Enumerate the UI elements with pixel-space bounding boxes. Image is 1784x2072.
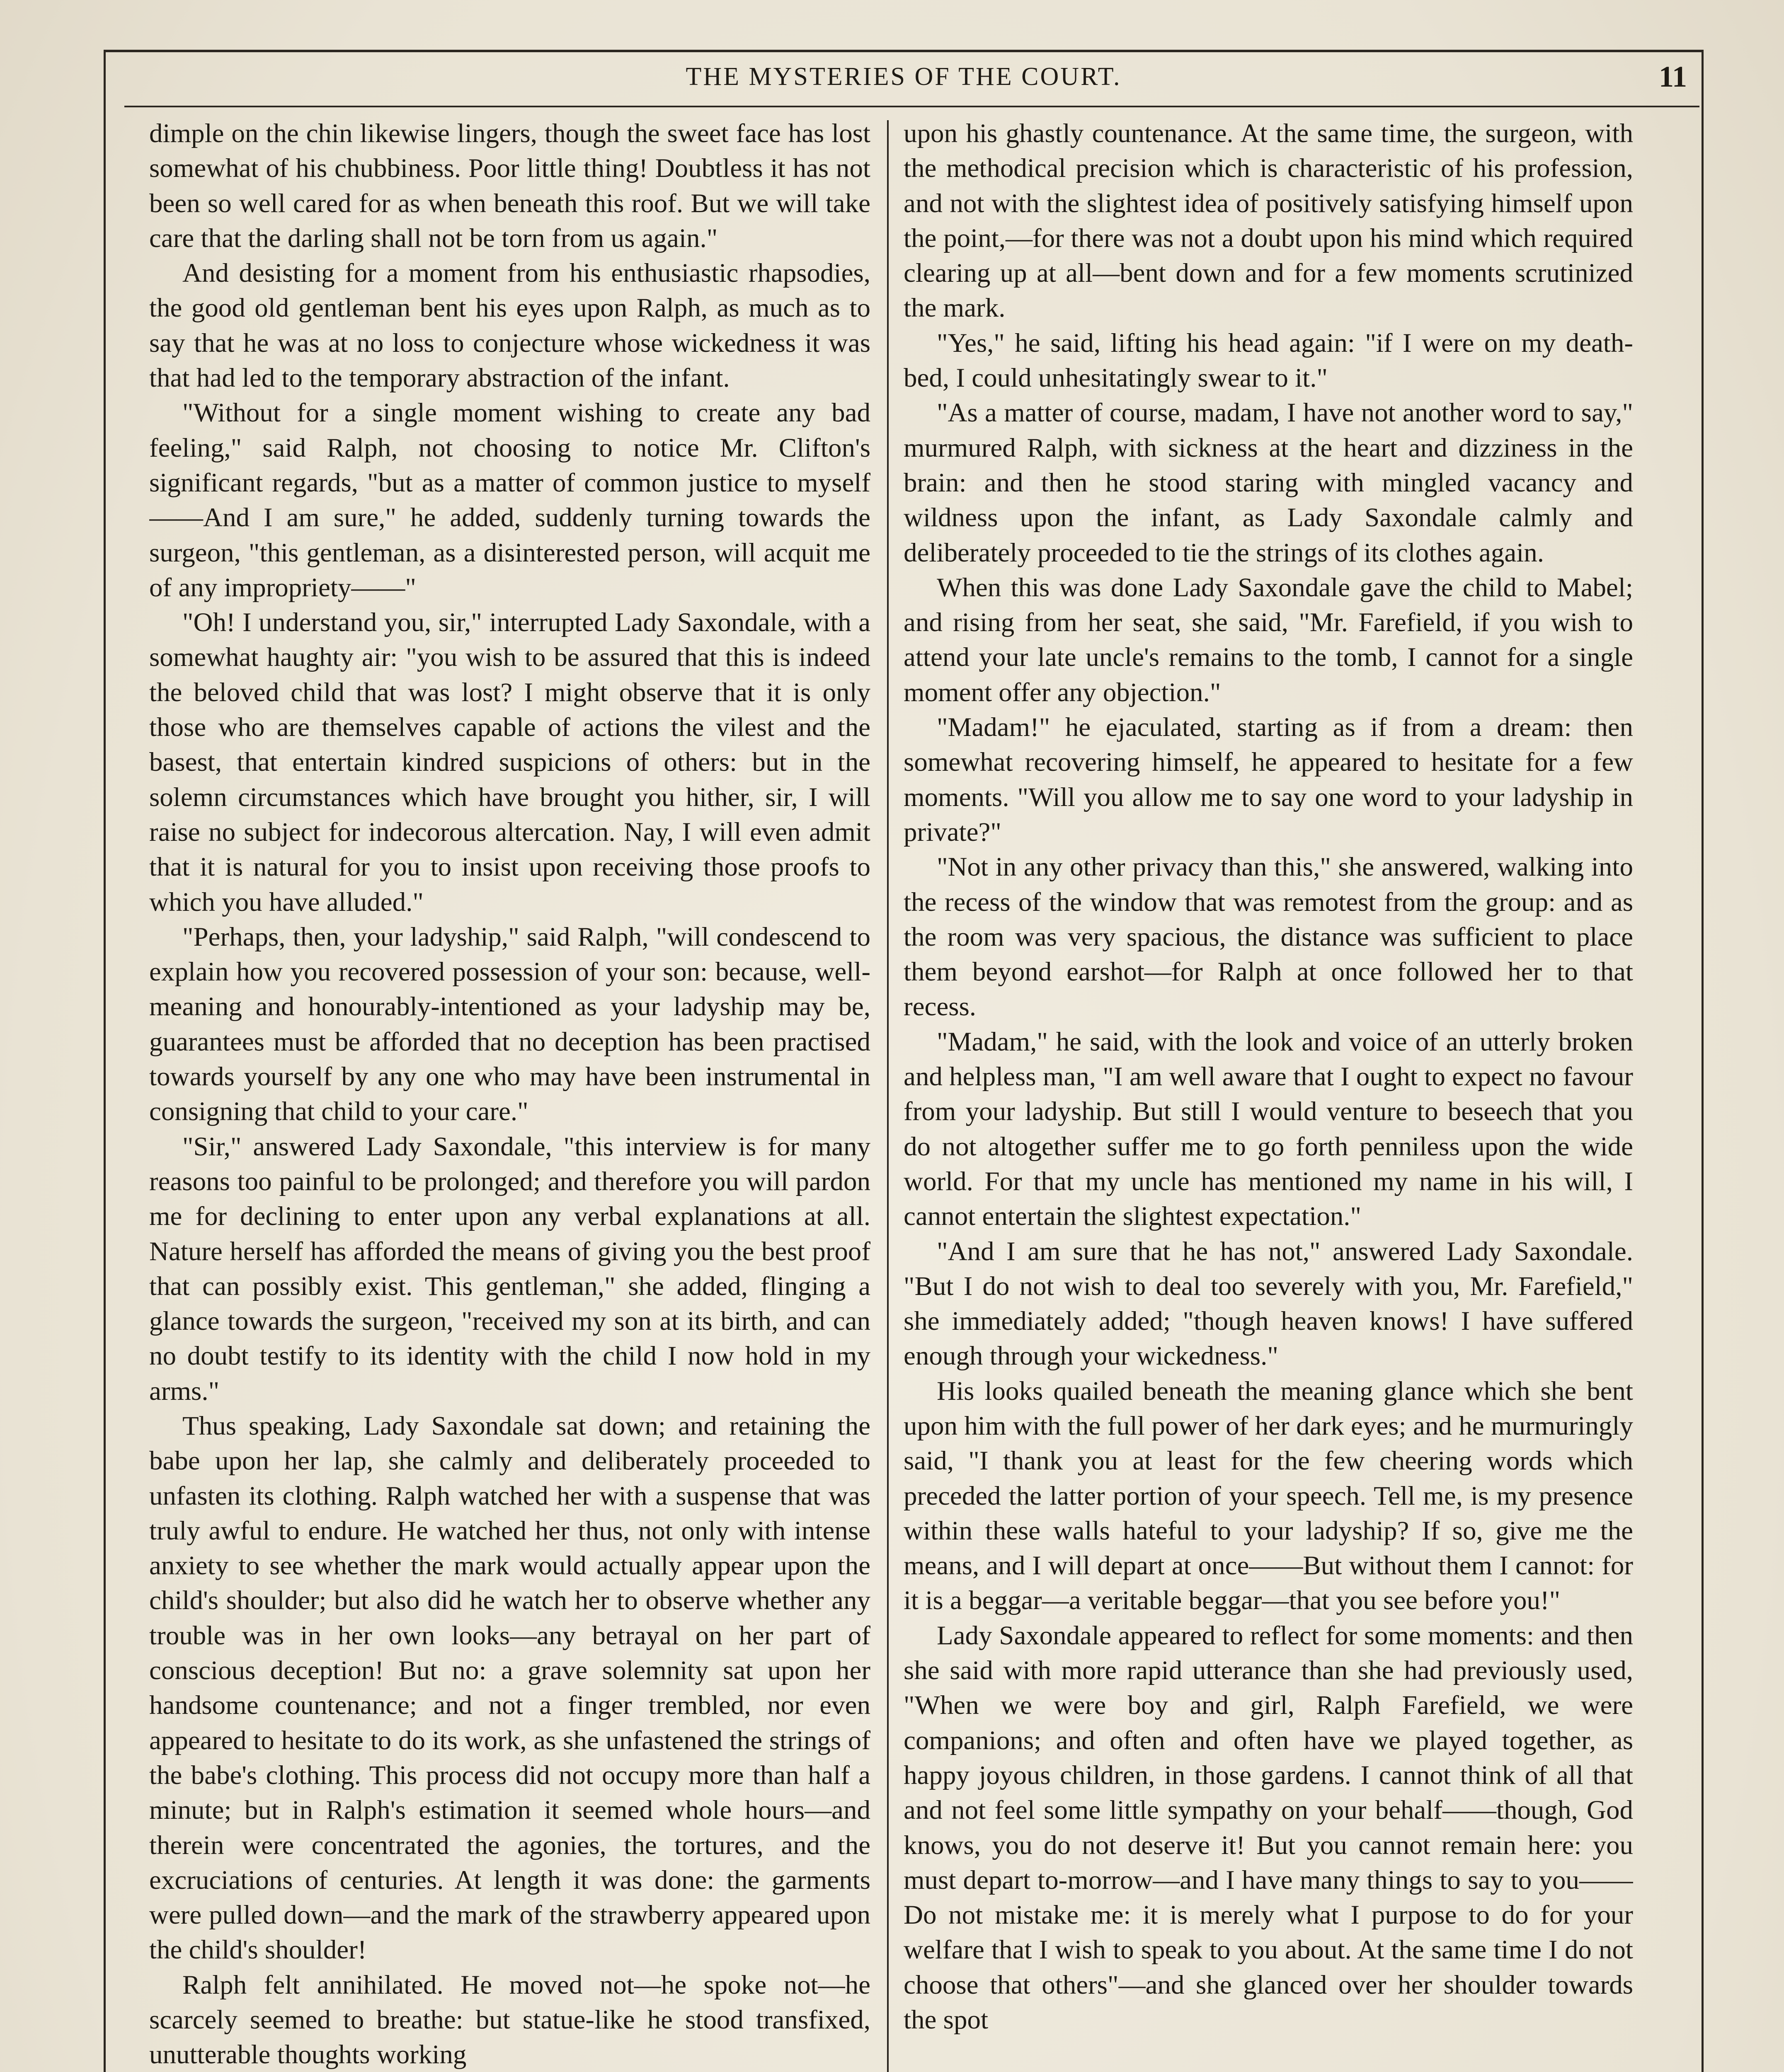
paragraph: "Not in any other privacy than this," she answered, walking into the recess of the window that was remotest from the group: and as the room was very spacious, the distance was sufficient to place them beyond earshot—for Ralph at once followed her to that recess. <box>904 852 1633 1022</box>
running-title: THE MYSTERIES OF THE COURT. <box>686 63 1122 91</box>
paragraph: "Madam," he said, with the look and voice of an utterly broken and helpless man, "I am well aware that I ought to expect no favour from your ladyship. But still I would venture to beseech that you do not altogether suffer me to go forth penniless upon the wide world. For that my uncle has mentioned my name in his will, I cannot entertain the slightest expectation." <box>904 1026 1633 1232</box>
header-rule <box>124 106 1699 107</box>
paragraph: His looks quailed beneath the meaning glance which she bent upon him with the full power of her dark eyes; and he murmuringly said, "I thank you at least for the few cheering words which preceded the latter portion of your speech. Tell me, is my presence within these walls hateful to your ladyship? If so, give me the means, and I will depart at once——But without them I cannot: for it is a beggar—a veritable beggar—that you see before you!" <box>904 1376 1633 1616</box>
paragraph: "Perhaps, then, your ladyship," said Ralph, "will condescend to explain how you recovered possession of your son: because, well-meaning and honourably-intentioned as your ladyship may be, guarantees must be afforded that no deception has been practised towards yourself by any one who may have been instrumental in consigning that child to your care." <box>149 922 870 1127</box>
paragraph: "As a matter of course, madam, I have not another word to say," murmured Ralph, with sickness at the heart and dizziness in the brain: and then he stood staring with mingled vacancy and wildness upon the infant, as Lady Saxondale calmly and deliberately proceeded to tie the strings of its clothes again. <box>904 398 1633 568</box>
paragraph: Thus speaking, Lady Saxondale sat down; and retaining the babe upon her lap, she calmly and deliberately proceeded to unfasten its clothing. Ralph watched her with a suspense that was truly awful to endure. He watched her thus, not only with intense anxiety to see whether the mark would actually appear upon the child's shoulder; but also did he watch her to observe whether any trouble was in her own looks—any betrayal on her part of conscious deception! But no: a grave solemnity sat upon her handsome countenance; and not a finger trembled, nor even appeared to hesitate to do its work, as she unfastened the strings of the babe's clothing. This process did not occupy more than half a minute; but in Ralph's estimation it seemed whole hours—and therein were concentrated the agonies, the tortures, and the excruciations of centuries. At length it was done: the garments were pulled down—and the mark of the strawberry appeared upon the child's shoulder! <box>149 1411 870 1965</box>
paragraph: upon his ghastly countenance. At the same time, the surgeon, with the methodical precision which is characteristic of his profession, and not with the slightest idea of positively satisfying himself upon the point,—for there was not a doubt upon his mind which required clearing up at all—bent down and for a few moments scrutinized the mark. <box>904 119 1633 323</box>
right-border-rule <box>1702 50 1704 2072</box>
paragraph: "And I am sure that he has not," answered Lady Saxondale. "But I do not wish to deal too severely with you, Mr. Farefield," she immediately added; "though heaven knows! I have suffered enough through your wickedness." <box>904 1236 1633 1371</box>
paragraph: "Yes," he said, lifting his head again: "if I were on my death-bed, I could unhesitatingly swear to it." <box>904 328 1633 393</box>
top-rule <box>104 50 1704 52</box>
paragraph: "Madam!" he ejaculated, starting as if from a dream: then somewhat recovering himself, he appeared to hesitate for a few moments. "Will you allow me to say one word to your ladyship in private?" <box>904 712 1633 847</box>
left-column <box>149 116 870 2072</box>
paragraph: Lady Saxondale appeared to reflect for some moments: and then she said with more rapid utterance than she had previously used, "When we were boy and girl, Ralph Farefield, we were companions; and often and often have we played together, as happy joyous children, in those gardens. I cannot think of all that and not feel some little sympathy on your behalf——though, God knows, you do not deserve it! But you cannot remain here: you must depart to-morrow—and I have many things to say to you——Do not mistake me: it is merely what I purpose to do for your welfare that I wish to speak to you about. At the same time I do not choose that others"—and she glanced over her shoulder towards the spot <box>904 1620 1633 2035</box>
paragraph: Ralph felt annihilated. He moved not—he spoke not—he scarcely seemed to breathe: but statue-like he stood transfixed, unutterable thoughts working <box>149 1970 870 2070</box>
paragraph: "Sir," answered Lady Saxondale, "this interview is for many reasons too painful to be prolonged; and therefore you will pardon me for declining to enter upon any verbal explanations at all. Nature herself has afforded the means of giving you the best proof that can possibly exist. This gentleman," she added, flinging a glance towards the surgeon, "received my son at its birth, and can no doubt testify to its identity with the child I now hold in my arms." <box>149 1131 870 1406</box>
column-divider <box>887 120 889 2072</box>
right-column <box>904 116 1633 2072</box>
page-header <box>108 62 1699 95</box>
paragraph: When this was done Lady Saxondale gave the child to Mabel; and rising from her seat, she said, "Mr. Farefield, if you wish to attend your late uncle's remains to the tomb, I cannot for a single moment offer any objection." <box>904 572 1633 707</box>
page-number: 11 <box>1658 60 1687 93</box>
left-border-rule <box>104 50 106 2072</box>
paragraph: "Oh! I understand you, sir," interrupted Lady Saxondale, with a somewhat haughty air: "you wish to be assured that this is indeed the beloved child that was lost? I might observe that it is only those who are themselves capable of actions the vilest and the basest, that entertain kindred suspicions of others: but in the solemn circumstances which have brought you hither, sir, I will raise no subject for indecorous altercation. Nay, I will even admit that it is natural for you to insist upon receiving those proofs to which you have alluded." <box>149 608 870 917</box>
paragraph: "Without for a single moment wishing to create any bad feeling," said Ralph, not choosing to notice Mr. Clifton's significant regards, "but as a matter of common justice to myself——And I am sure," he added, suddenly turning towards the surgeon, "this gentleman, as a disinterested person, will acquit me of any impropriety——" <box>149 398 870 603</box>
paragraph: And desisting for a moment from his enthusiastic rhapsodies, the good old gentleman bent his eyes upon Ralph, as much as to say that he was at no loss to conjecture whose wickedness it was that had led to the temporary abstraction of the infant. <box>149 258 870 393</box>
paragraph: dimple on the chin likewise lingers, though the sweet face has lost somewhat of his chubbiness. Poor little thing! Doubtless it has not been so well cared for as when beneath this roof. But we will take care that the darling shall not be torn from us again." <box>149 119 870 253</box>
